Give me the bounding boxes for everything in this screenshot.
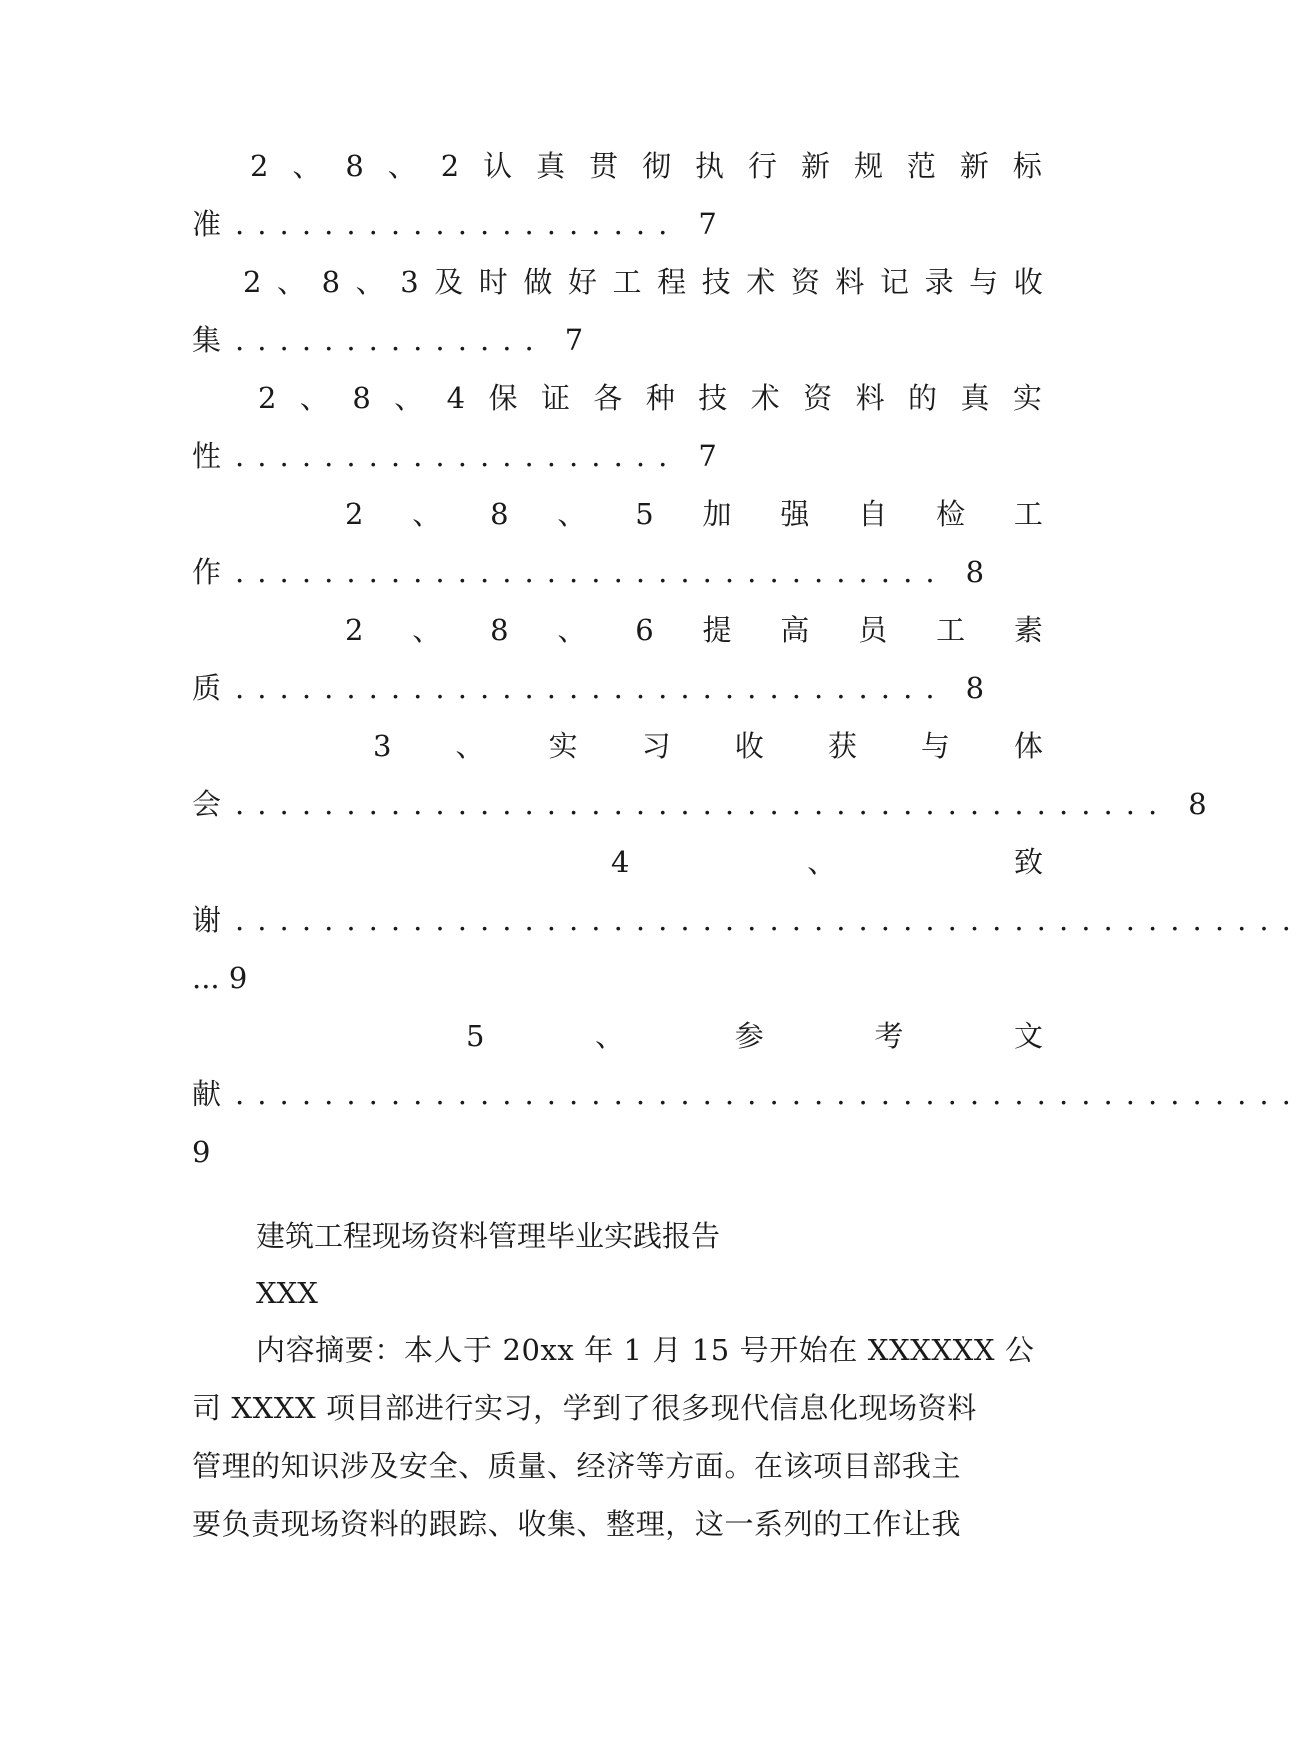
toc-char: 范	[906, 149, 936, 183]
toc-entry-first-line	[258, 378, 1042, 418]
toc-leader-dots: ....................	[235, 439, 681, 473]
toc-leader-dots: ..........................................	[235, 787, 1171, 821]
toc-leader-dots: ................................	[235, 555, 948, 589]
toc-continuation-line	[192, 958, 1052, 998]
toc-char: 、	[355, 265, 385, 299]
toc-char: 各	[593, 381, 623, 415]
toc-char: 8	[490, 497, 509, 531]
toc-char: 自	[858, 497, 888, 531]
toc-char: 2	[345, 613, 364, 647]
toc-char: 、	[299, 381, 329, 415]
toc-page-number: 9	[192, 1135, 211, 1169]
toc-char: 、	[277, 265, 307, 299]
toc-char: 程	[657, 265, 687, 299]
toc-char: 、	[412, 613, 442, 647]
toc-char: 术	[750, 381, 780, 415]
toc-char: 收	[734, 729, 764, 763]
toc-char: 员	[858, 613, 888, 647]
toc-entry-first-line	[373, 726, 1043, 766]
toc-char: 6	[635, 613, 654, 647]
toc-char: 收	[1013, 265, 1043, 299]
toc-leader-dots: ....................	[235, 207, 681, 241]
toc-char: 彻	[642, 149, 672, 183]
toc-leader-dots: ................................................	[235, 1077, 1304, 1111]
toc-leader-dots: ..............	[235, 323, 547, 357]
toc-char: 加	[702, 497, 732, 531]
toc-end-char: 会	[192, 787, 222, 821]
toc-page-number: 7	[564, 323, 584, 357]
toc-end-char: 谢	[192, 903, 222, 937]
toc-char: 考	[874, 1019, 904, 1053]
toc-char: 4	[446, 381, 466, 415]
toc-char: 8	[490, 613, 509, 647]
abstract-line: 内容摘要：本人于 20xx 年 1 月 15 号开始在 XXXXXX 公	[256, 1333, 1035, 1367]
report-title: 建筑工程现场资料管理毕业实践报告	[256, 1219, 721, 1253]
toc-end-char: 性	[192, 439, 222, 473]
toc-char: 、	[455, 729, 485, 763]
toc-char: 时	[478, 265, 508, 299]
toc-char: 贯	[589, 149, 619, 183]
toc-char: 8	[352, 381, 371, 415]
toc-page-number: 7	[698, 207, 717, 241]
toc-entry-leader-line	[192, 1074, 1304, 1114]
toc-char: 做	[523, 265, 553, 299]
toc-char: 、	[387, 149, 417, 183]
toc-char: 工	[1013, 497, 1043, 531]
toc-entry-leader-line	[192, 668, 1052, 708]
toc-char: 及	[434, 265, 464, 299]
toc-page-number: 7	[698, 439, 717, 473]
toc-char: 文	[1013, 1019, 1043, 1053]
toc-entry-first-line	[250, 146, 1042, 186]
toc-char: 3	[400, 265, 419, 299]
toc-entry-leader-line	[192, 320, 1052, 360]
toc-char: 记	[879, 265, 909, 299]
toc-char: 素	[1013, 613, 1043, 647]
toc-entry-first-line	[466, 1016, 1043, 1056]
toc-entry-leader-line	[192, 436, 1052, 476]
toc-end-char: 献	[192, 1077, 222, 1111]
toc-char: 认	[483, 149, 513, 183]
toc-char: 、	[807, 845, 837, 879]
toc-char: 新	[800, 149, 830, 183]
toc-entry-leader-line	[192, 900, 1304, 940]
toc-end-char: 准	[192, 207, 222, 241]
toc-continuation-line	[192, 1132, 1052, 1172]
toc-char: 资	[790, 265, 820, 299]
toc-char: 2	[440, 149, 460, 183]
toc-page-number: 8	[1188, 787, 1207, 821]
toc-char: 、	[394, 381, 424, 415]
toc-char: 、	[412, 497, 442, 531]
toc-char: 证	[540, 381, 570, 415]
toc-page-number: 8	[965, 671, 985, 705]
toc-char: 实	[548, 729, 578, 763]
toc-char: 体	[1013, 729, 1043, 763]
toc-end-char: 集	[192, 323, 222, 357]
toc-char: 高	[780, 613, 810, 647]
toc-leader-dots: ................................................	[235, 903, 1304, 937]
toc-char: 好	[567, 265, 597, 299]
toc-char: 3	[373, 729, 392, 763]
toc-entry-first-line	[345, 610, 1043, 650]
toc-leader-dots: ................................	[235, 671, 948, 705]
toc-char: 技	[698, 381, 728, 415]
toc-entry-first-line	[243, 262, 1043, 302]
toc-char: 、	[595, 1019, 625, 1053]
toc-char: 规	[853, 149, 883, 183]
toc-char: 行	[748, 149, 778, 183]
toc-end-char: 作	[192, 555, 222, 589]
abstract-line: 要负责现场资料的跟踪、收集、整理，这一系列的工作让我	[192, 1507, 962, 1541]
toc-char: 强	[780, 497, 810, 531]
toc-char: 8	[345, 149, 364, 183]
toc-end-char: 质	[192, 671, 222, 705]
toc-char: 致	[1013, 845, 1043, 879]
toc-char: 料	[835, 265, 865, 299]
toc-char: 工	[936, 613, 966, 647]
toc-char: 2	[345, 497, 364, 531]
toc-char: 实	[1012, 381, 1042, 415]
abstract-line: 管理的知识涉及安全、质量、经济等方面。在该项目部我主	[192, 1449, 962, 1483]
toc-char: 参	[734, 1019, 764, 1053]
toc-char: 5	[466, 1019, 485, 1053]
toc-char: 工	[612, 265, 642, 299]
toc-char: 2	[250, 149, 269, 183]
toc-entry-leader-line	[192, 552, 1052, 592]
toc-char: 5	[635, 497, 654, 531]
toc-entry-first-line	[611, 842, 1043, 882]
toc-page-number: 8	[965, 555, 985, 589]
toc-char: 料	[855, 381, 885, 415]
toc-entry-leader-line	[192, 784, 1207, 824]
toc-char: 4	[611, 845, 630, 879]
toc-char: 、	[557, 613, 587, 647]
toc-entry-first-line	[345, 494, 1043, 534]
toc-char: 与	[969, 265, 999, 299]
toc-char: 标	[1012, 149, 1042, 183]
toc-char: 的	[908, 381, 938, 415]
toc-char: 获	[827, 729, 857, 763]
toc-entry-leader-line	[192, 204, 1052, 244]
toc-char: 2	[258, 381, 277, 415]
toc-char: 术	[746, 265, 776, 299]
toc-page-number: ... 9	[192, 961, 248, 995]
toc-char: 种	[645, 381, 675, 415]
toc-char: 新	[959, 149, 989, 183]
toc-char: 习	[641, 729, 671, 763]
toc-char: 真	[536, 149, 566, 183]
toc-char: 检	[936, 497, 966, 531]
toc-char: 真	[960, 381, 990, 415]
toc-char: 提	[702, 613, 732, 647]
toc-char: 技	[701, 265, 731, 299]
toc-char: 8	[321, 265, 341, 299]
toc-char: 执	[695, 149, 725, 183]
report-author: XXX	[256, 1276, 318, 1310]
abstract-line: 司 XXXX 项目部进行实习，学到了很多现代信息化现场资料	[192, 1391, 977, 1425]
toc-char: 保	[488, 381, 518, 415]
toc-char: 与	[920, 729, 950, 763]
toc-char: 、	[557, 497, 587, 531]
toc-char: 资	[803, 381, 833, 415]
toc-char: 、	[292, 149, 322, 183]
toc-char: 录	[924, 265, 954, 299]
toc-char: 2	[243, 265, 262, 299]
